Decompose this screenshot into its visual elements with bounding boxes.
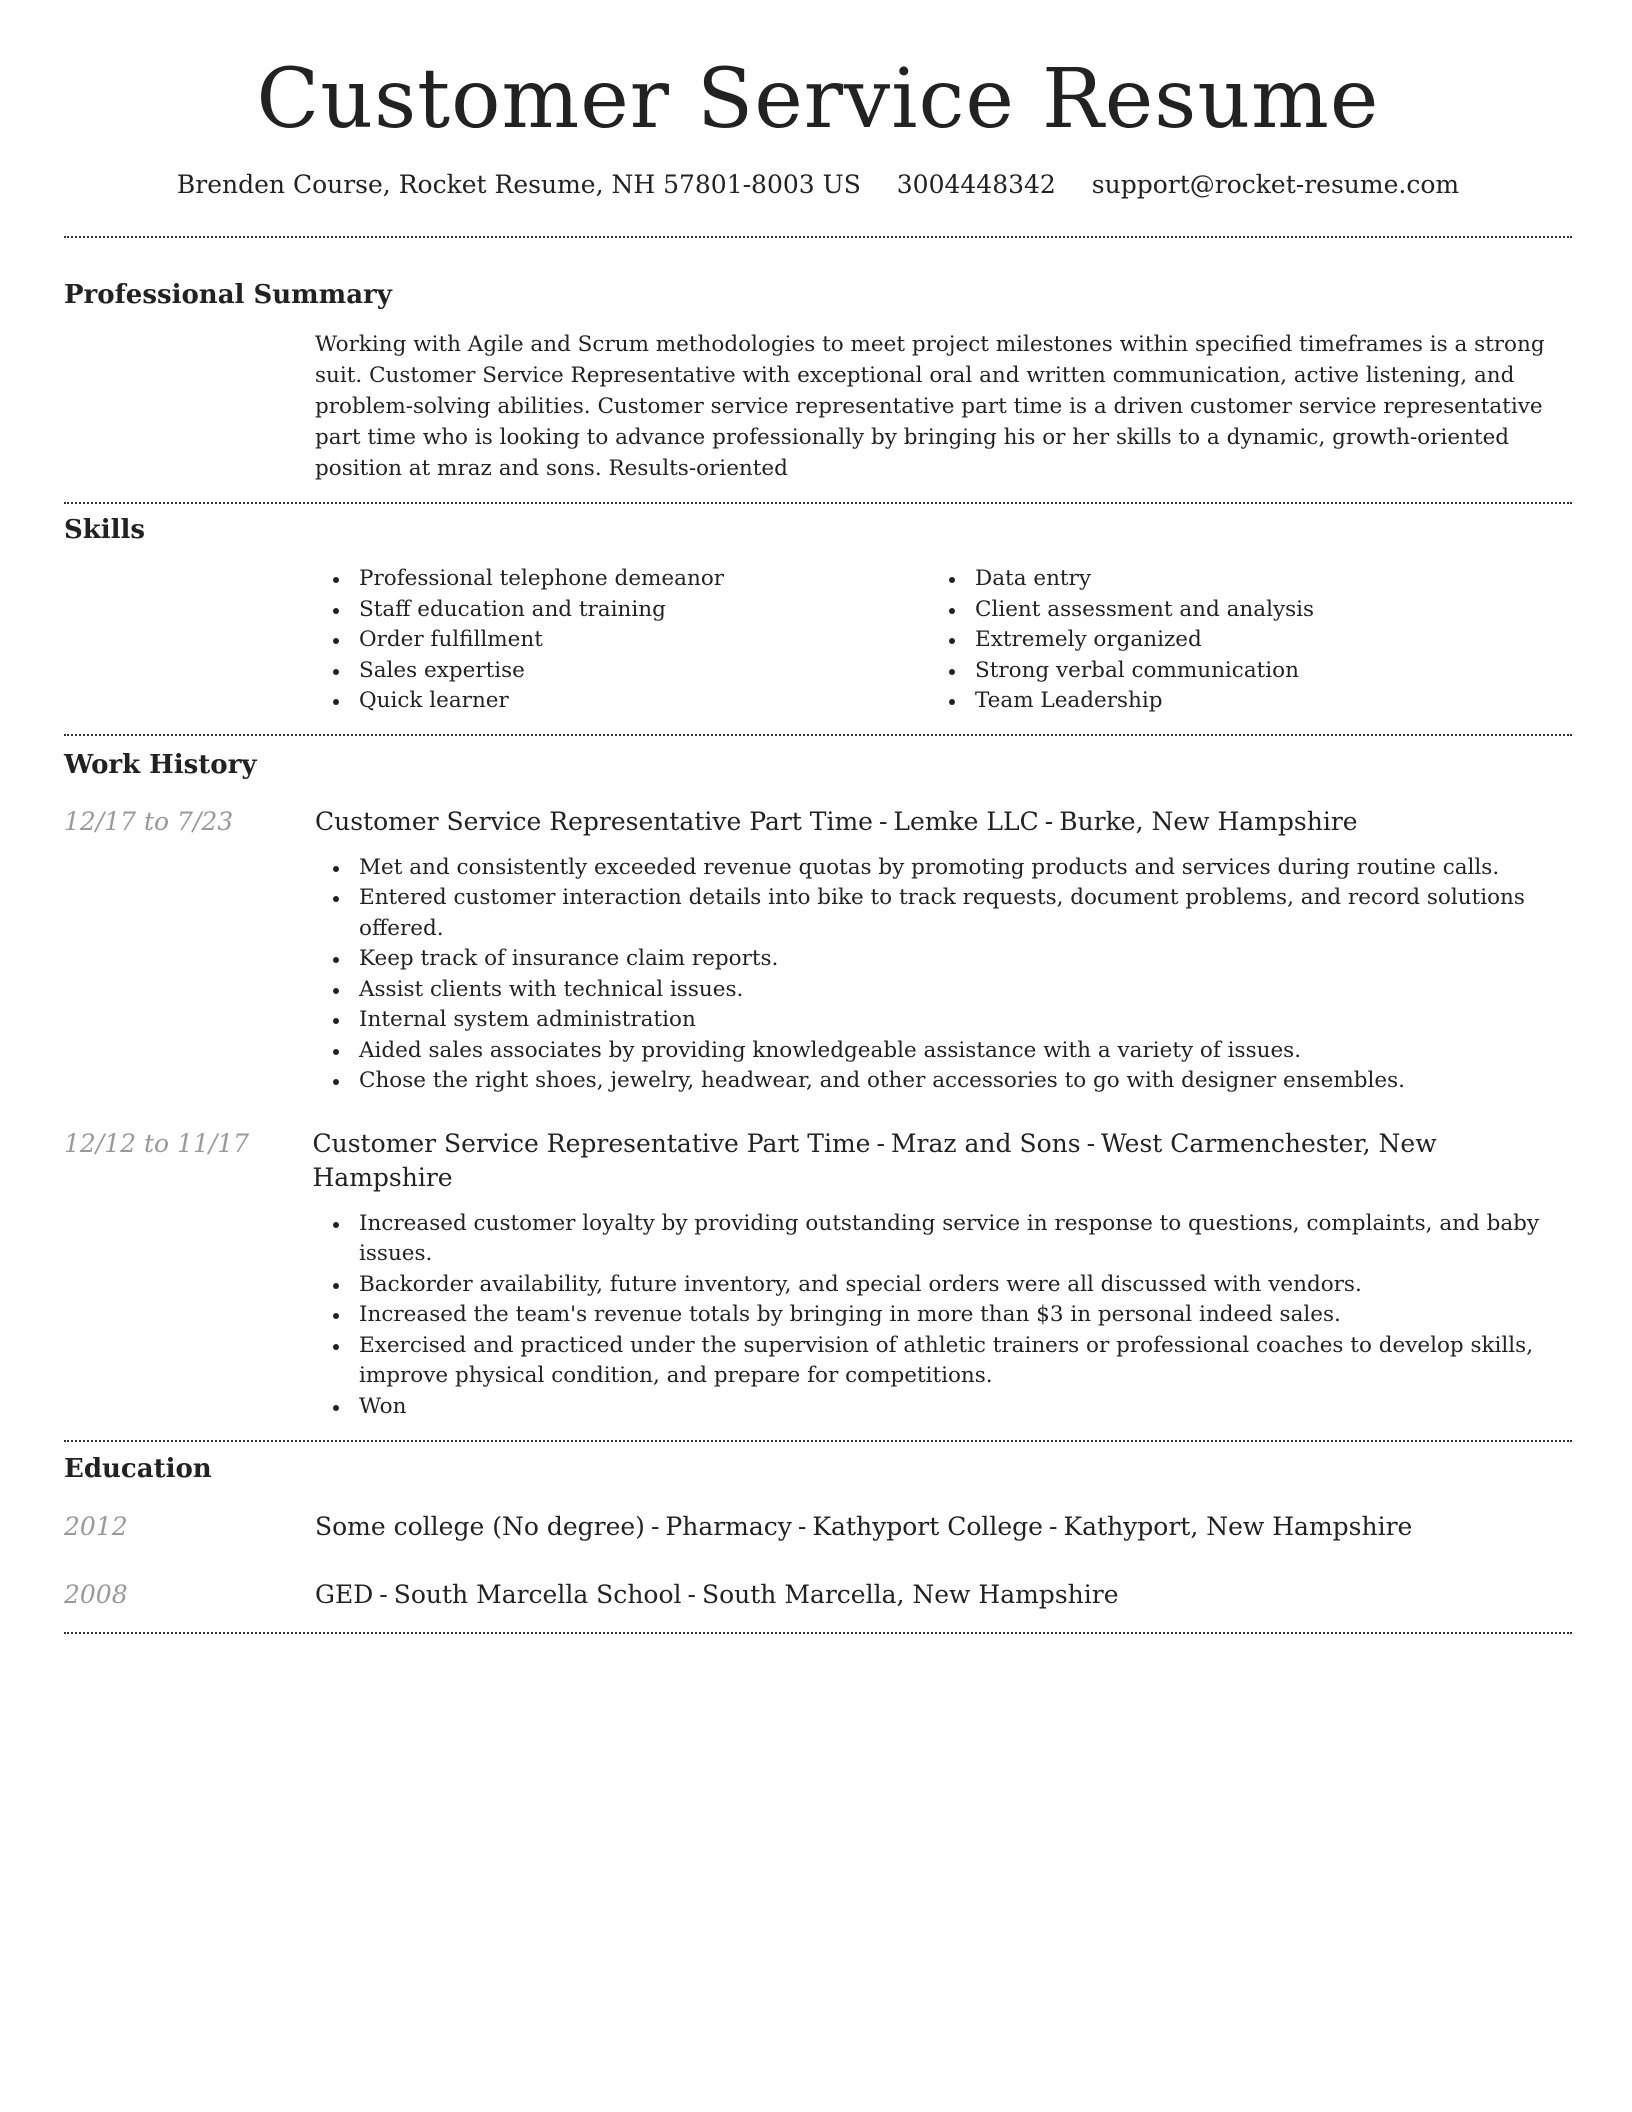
skill-item: Data entry [931,564,1547,595]
job-title: Customer Service Representative Part Time [312,1128,871,1158]
job-location: Burke, New Hampshire [1059,806,1358,836]
skills-section [64,513,1572,717]
job-dates: 12/12 to 11/17 [64,1128,250,1158]
education-location: Kathyport, New Hampshire [1063,1512,1413,1541]
education-year: 2012 [64,1512,128,1541]
divider [64,1440,1572,1442]
summary-text: Working with Agile and Scrum methodologies to meet project milestones within specified timeframes is a strong suit. Customer Service Representative with exceptional oral and written communication, active listening, and problem-solving abilities. Customer service representative part time is a driven customer service representative part time who is looking to advance professionally by bringing his or her skills to a dynamic, growth-oriented position at mraz and sons. Results-oriented [315,332,1545,481]
education-degree: GED [315,1580,374,1609]
job-company: Lemke LLC [893,806,1039,836]
summary-section [64,278,1572,484]
contact-phone: 3004448342 [896,170,1056,199]
education-degree: Some college (No degree) [315,1512,645,1541]
contact-email: support@rocket-resume.com [1091,170,1460,199]
job-bullet: Exercised and practiced under the supervision of athletic trainers or professional coaches to develop skills, improve physical condition, and prepare for competitions. [315,1331,1572,1392]
job-bullet: Chose the right shoes, jewelry, headwear, and other accessories to go with designer ensembles. [315,1066,1572,1097]
job-dates: 12/17 to 7/23 [64,806,234,836]
skill-item: Strong verbal communication [931,656,1547,687]
job-header [64,805,1572,839]
skill-item: Staff education and training [315,595,931,626]
job-company: Mraz and Sons [890,1128,1081,1158]
job-heading: Customer Service Representative Part Time - Lemke LLC - Burke, New Hampshire [315,806,1358,836]
job-bullet: Internal system administration [315,1005,1572,1036]
skills-column-left [315,564,931,717]
divider [64,734,1572,736]
skills-grid [315,564,1572,717]
section-heading-skills: Skills [64,515,146,545]
job-bullet: Entered customer interaction details into bike to track requests, document problems, and record solutions offered. [315,883,1572,944]
skill-item: Extremely organized [931,625,1547,656]
divider [64,1632,1572,1634]
education-field: Pharmacy [665,1512,792,1541]
job-heading: Customer Service Representative Part Time - Mraz and Sons - West Carmenchester, New Hampshire [312,1128,1437,1192]
job-entry [64,1127,1572,1423]
skill-item: Quick learner [315,686,931,717]
contact-address: Brenden Course, Rocket Resume, NH 57801-8003 US [176,170,861,199]
divider [64,236,1572,238]
skill-item: Client assessment and analysis [931,595,1547,626]
section-heading-work: Work History [64,749,257,780]
education-heading: Some college (No degree) - Pharmacy - Kathyport College - Kathyport, New Hampshire [315,1512,1413,1541]
job-bullet: Assist clients with technical issues. [315,975,1572,1006]
education-school: Kathyport College [812,1512,1043,1541]
job-bullet: Keep track of insurance claim reports. [315,944,1572,975]
skill-item: Order fulfillment [315,625,931,656]
education-entry [64,1578,1572,1612]
job-bullet: Met and consistently exceeded revenue quotas by promoting products and services during routine calls. [315,853,1572,884]
resume-page [64,0,1572,1634]
divider [64,502,1572,504]
job-bullet: Aided sales associates by providing knowledgeable assistance with a variety of issues. [315,1036,1572,1067]
skill-item: Professional telephone demeanor [315,564,931,595]
education-school: South Marcella School [393,1580,682,1609]
skill-item: Sales expertise [315,656,931,687]
education-year: 2008 [64,1580,128,1609]
education-section [64,1452,1572,1612]
job-bullets [315,853,1572,1097]
skill-item: Team Leadership [931,686,1547,717]
section-heading-education: Education [64,1454,212,1484]
section-heading-summary: Professional Summary [64,280,392,310]
job-header [64,1127,1572,1195]
job-bullet: Backorder availability, future inventory, and special orders were all discussed with vendors. [315,1270,1572,1301]
job-bullets [315,1209,1572,1423]
job-bullet: Increased the team's revenue totals by bringing in more than $3 in personal indeed sales. [315,1300,1572,1331]
education-entry [64,1510,1572,1544]
job-title: Customer Service Representative Part Time [315,806,873,836]
skills-column-right [931,564,1547,717]
job-entry [64,805,1572,1097]
contact-line [64,168,1572,202]
page-title: Customer Service Resume [256,52,1380,147]
job-bullet: Increased customer loyalty by providing outstanding service in response to questions, complaints, and baby issues. [315,1209,1572,1270]
education-heading: GED - South Marcella School - South Marcella, New Hampshire [315,1580,1119,1609]
education-location: South Marcella, New Hampshire [701,1580,1119,1609]
job-location: West Carmenchester, New Hampshire [312,1128,1437,1192]
work-section [64,748,1572,1423]
job-bullet: Won [315,1392,1572,1423]
